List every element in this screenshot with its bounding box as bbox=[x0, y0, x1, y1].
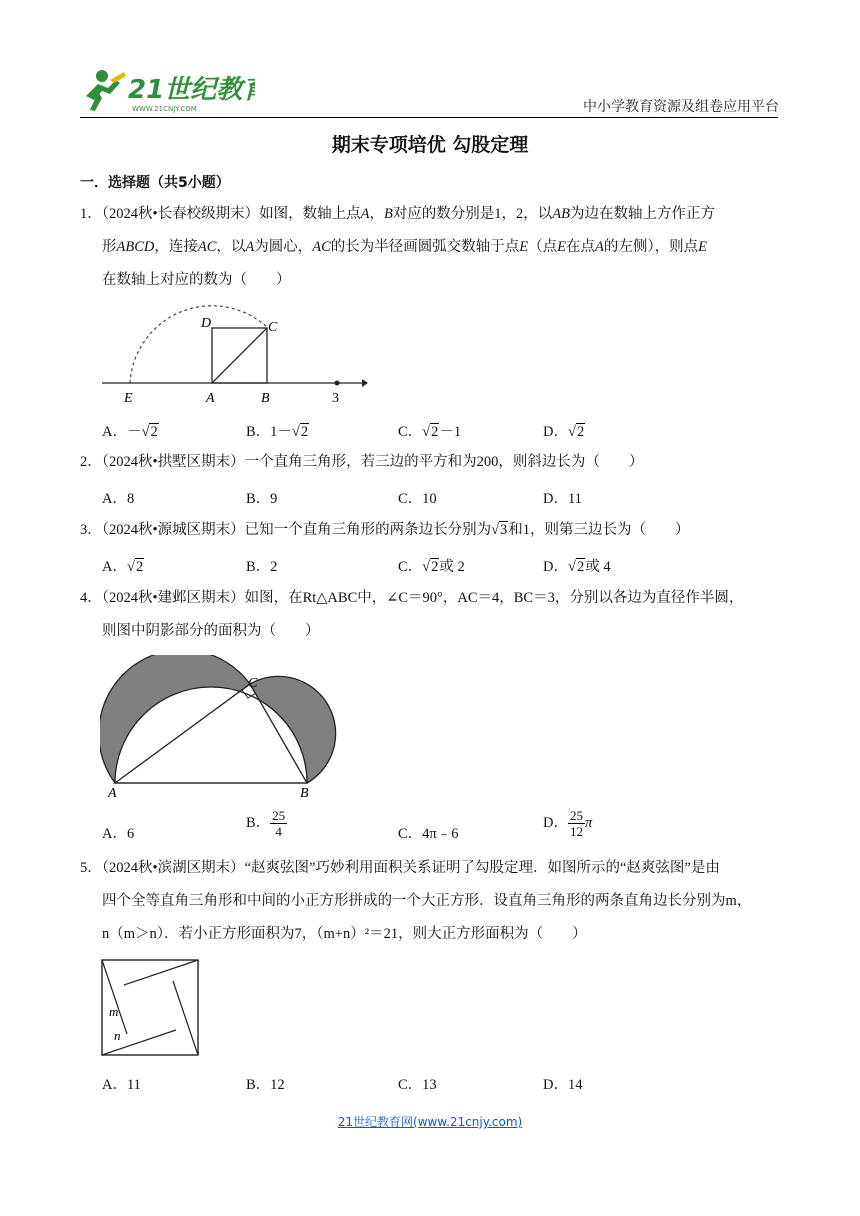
question-4-option-c[interactable]: C．4π﹣6 bbox=[398, 826, 459, 842]
question-2-option-b[interactable]: B．9 bbox=[246, 491, 278, 507]
question-5-text: 5．（2024秋•滨湖区期末）“赵爽弦图”巧妙利用面积关系证明了勾股定理．如图所示的“赵爽弦图”是由 bbox=[80, 860, 720, 876]
question-1-option-b[interactable]: B．1－√2 bbox=[246, 424, 309, 440]
label-n: n bbox=[114, 1028, 121, 1043]
footer-link[interactable]: 21世纪教育网(www.21cnjy.com) bbox=[337, 1115, 523, 1129]
logo-text: 21世纪教育 bbox=[128, 75, 255, 105]
question-1-option-a[interactable]: A．－√2 bbox=[102, 424, 158, 440]
question-1-text: 1．（2024秋•长春校级期末）如图，数轴上点A，B对应的数分别是1，2，以AB为边在数轴上方作正方 bbox=[80, 206, 716, 222]
question-1-text-line3: 在数轴上对应的数为（ ） bbox=[102, 272, 291, 288]
label-A: A bbox=[108, 786, 117, 800]
question-4 bbox=[80, 582, 780, 648]
question-1-figure bbox=[100, 305, 370, 410]
question-1-text-line2: 形ABCD，连接AC，以A为圆心，AC的长为半径画圆弧交数轴于点E（点E在点A的左侧），则点E bbox=[102, 239, 707, 255]
label-C: C bbox=[248, 676, 258, 691]
header-platform-text: 中小学教育资源及组卷应用平台 bbox=[583, 99, 779, 115]
question-3-option-a[interactable]: A．√2 bbox=[102, 559, 144, 575]
question-4-text: 4．（2024秋•建邺区期末）如图，在Rt△ABC中，∠C＝90°，AC＝4，BC＝3，分别以各边为直径作半圆， bbox=[80, 590, 744, 606]
section-heading: 一．选择题（共5小题） bbox=[80, 175, 230, 191]
label-D: D bbox=[201, 316, 212, 331]
logo-url-text: WWW.21CNJY.COM bbox=[132, 105, 197, 113]
header-divider bbox=[80, 117, 778, 118]
question-5 bbox=[80, 852, 780, 951]
label-B: B bbox=[300, 786, 309, 800]
question-2-option-a[interactable]: A．8 bbox=[102, 491, 135, 507]
question-5-text-line2: 四个全等直角三角形和中间的小正方形拼成的一个大正方形．设直角三角形的两条直角边长分别为m， bbox=[102, 893, 752, 909]
question-5-option-d[interactable]: D．14 bbox=[543, 1077, 583, 1093]
label-E: E bbox=[124, 391, 133, 406]
question-3-option-d[interactable]: D．√2或 4 bbox=[543, 559, 611, 575]
question-5-option-c[interactable]: C．13 bbox=[398, 1077, 437, 1093]
label-3: 3 bbox=[332, 391, 339, 406]
question-5-option-a[interactable]: A．11 bbox=[102, 1077, 141, 1093]
logo bbox=[80, 66, 255, 114]
runner-logo-icon bbox=[80, 66, 255, 114]
question-1-option-d[interactable]: D．√2 bbox=[543, 424, 585, 440]
question-4-option-d[interactable]: D． $\frac{25}{12}$ π bbox=[543, 808, 593, 839]
question-5-option-b[interactable]: B．12 bbox=[246, 1077, 285, 1093]
question-4-option-b[interactable]: B． $\frac{25}{4}$ bbox=[246, 808, 286, 839]
label-m: m bbox=[109, 1004, 119, 1019]
question-1-option-c[interactable]: C．√2－1 bbox=[398, 424, 462, 440]
question-2-option-c[interactable]: C．10 bbox=[398, 491, 437, 507]
page-title: 期末专项培优 勾股定理 bbox=[331, 134, 529, 156]
question-5-text-line3: n（m＞n）．若小正方形面积为7，（m+n）²＝21，则大正方形面积为（ ） bbox=[102, 926, 587, 942]
label-B: B bbox=[261, 391, 270, 406]
question-1 bbox=[80, 198, 780, 297]
label-A: A bbox=[206, 391, 215, 406]
question-3-text: 3．（2024秋•源城区期末）已知一个直角三角形的两条边长分别为√3和1，则第三边长为（ ） bbox=[80, 522, 690, 538]
question-4-option-a[interactable]: A．6 bbox=[102, 826, 135, 842]
question-2-option-d[interactable]: D．11 bbox=[543, 491, 582, 507]
question-2-text: 2．（2024秋•拱墅区期末）一个直角三角形，若三边的平方和为200，则斜边长为（ ） bbox=[80, 454, 644, 470]
question-4-figure bbox=[100, 655, 340, 800]
question-4-text-line2: 则图中阴影部分的面积为（ ） bbox=[102, 623, 320, 639]
question-3-option-c[interactable]: C．√2或 2 bbox=[398, 559, 465, 575]
question-3-option-b[interactable]: B．2 bbox=[246, 559, 278, 575]
label-C: C bbox=[268, 320, 278, 335]
question-5-figure bbox=[100, 958, 202, 1058]
